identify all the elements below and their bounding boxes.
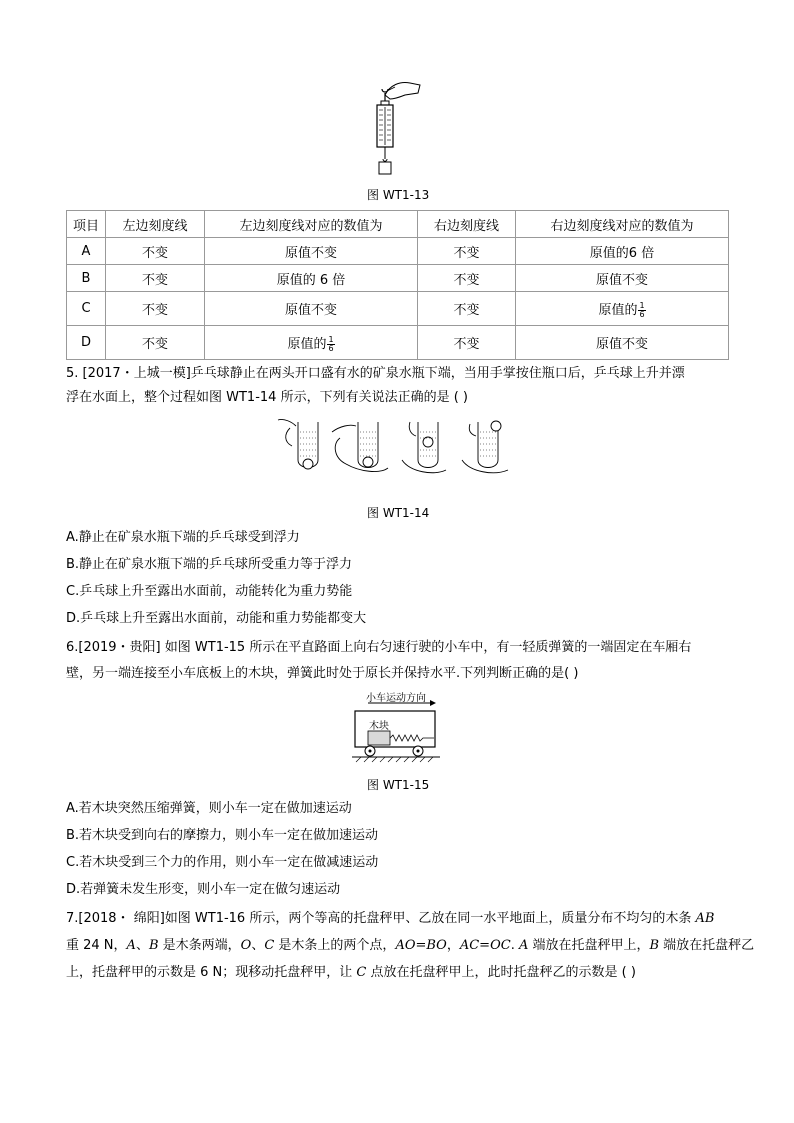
q5-option-d: D.乒乓球上升至露出水面前，动能和重力势能都变大: [66, 611, 367, 626]
q7-var: B: [148, 938, 159, 953]
cell-right-line: 不变: [418, 238, 516, 265]
fraction-denominator: 6: [328, 343, 334, 353]
q7-var: A: [518, 938, 529, 953]
figure-caption-wt1-15: 图 WT1-15: [367, 778, 430, 792]
figure-caption-wt1-14: 图 WT1-14: [367, 506, 430, 520]
block-label: 木块: [369, 721, 389, 732]
table-row: [67, 326, 729, 360]
q7-stem-line-2: [66, 937, 754, 955]
cell-left-value: 原值的 6 倍: [205, 265, 418, 292]
table-row: [67, 265, 729, 292]
q7-text: 重 24 N，: [66, 938, 127, 953]
q6-option-a: A.若木块突然压缩弹簧，则小车一定在做加速运动: [66, 801, 352, 816]
q7-text: 7.[2018・ 绵阳]如图 WT1-16 所示，两个等高的托盘秤甲、乙放在同一水平地面上，质量分布不均匀的木条: [66, 911, 696, 926]
q5-stem-line-2: 浮在水面上，整个过程如图 WT1-14 所示，下列有关说法正确的是 ( ): [66, 390, 468, 405]
q7-var: O: [240, 938, 252, 953]
q7-eq: AO=BO: [395, 938, 447, 953]
header-left-line: 左边刻度线: [106, 211, 205, 238]
fraction: [327, 336, 334, 353]
cell-item: B: [67, 265, 106, 292]
figure-caption-wt1-13: 图 WT1-13: [367, 188, 430, 202]
q7-text: 是木条上的两个点，: [274, 938, 396, 953]
q5-stem-line-1: 5. [2017・上城一模]乒乓球静止在两头开口盛有水的矿泉水瓶下端，当用手掌按住瓶口后，乒乓球上升并漂: [66, 366, 685, 381]
fraction: [638, 302, 645, 319]
table-row: [67, 292, 729, 326]
cell-item: C: [67, 292, 106, 326]
q7-stem-line-1: [66, 910, 714, 928]
q7-text: .: [510, 938, 519, 953]
header-right-line: 右边刻度线: [418, 211, 516, 238]
q7-stem-line-3: [66, 964, 636, 982]
cell-item: A: [67, 238, 106, 265]
q7-var: C: [356, 965, 367, 980]
bottles-figure: [270, 412, 520, 492]
fraction-prefix: 原值的: [598, 302, 638, 318]
cell-left-line: 不变: [106, 292, 205, 326]
cell-left-value: 原值不变: [205, 238, 418, 265]
cell-item: D: [67, 326, 106, 360]
spring-scale-figure: [355, 75, 425, 180]
cell-left-line: 不变: [106, 326, 205, 360]
cell-right-value: [516, 292, 729, 326]
q6-stem-line-2: 壁，另一端连接至小车底板上的木块，弹簧此时处于原长并保持水平.下列判断正确的是( ): [66, 666, 579, 681]
q5-option-a: A.静止在矿泉水瓶下端的乒乓球受到浮力: [66, 530, 300, 545]
q7-var: B: [649, 938, 660, 953]
table-row: [67, 238, 729, 265]
fraction-numerator: 1: [639, 300, 645, 310]
cell-left-value: 原值不变: [205, 292, 418, 326]
header-left-value: 左边刻度线对应的数值为: [205, 211, 418, 238]
q5-option-b: B.静止在矿泉水瓶下端的乒乓球所受重力等于浮力: [66, 557, 353, 572]
fraction-denominator: 6: [639, 309, 645, 319]
cell-right-line: 不变: [418, 292, 516, 326]
q7-var: A: [126, 938, 136, 953]
fraction-numerator: 1: [328, 334, 334, 344]
table-header-row: [67, 211, 729, 238]
q7-text: 是木条两端，: [158, 938, 241, 953]
q6-option-c: C.若木块受到三个力的作用，则小车一定在做减速运动: [66, 855, 379, 870]
cell-right-value: 原值不变: [516, 326, 729, 360]
fraction-prefix: 原值的: [287, 336, 327, 352]
q7-text: 上，托盘秤甲的示数是 6 N；现移动托盘秤甲，让: [66, 965, 357, 980]
q6-option-d: D.若弹簧未发生形变，则小车一定在做匀速运动: [66, 882, 341, 897]
q7-var: C: [264, 938, 275, 953]
cart-figure: [352, 689, 442, 765]
q7-text: 、: [251, 938, 265, 953]
cell-left-value: [205, 326, 418, 360]
q7-text: ，: [446, 938, 460, 953]
arrow-label: 小车运动方向: [366, 693, 426, 704]
header-item: 项目: [67, 211, 106, 238]
options-table: [66, 210, 729, 360]
q7-var: AB: [695, 911, 715, 926]
q7-text: 点放在托盘秤甲上，此时托盘秤乙的示数是 ( ): [366, 965, 636, 980]
q7-text: 、: [135, 938, 149, 953]
q6-option-b: B.若木块受到向右的摩擦力，则小车一定在做加速运动: [66, 828, 379, 843]
q6-stem-line-1: 6.[2019・贵阳] 如图 WT1-15 所示在平直路面上向右匀速行驶的小车中，有一轻质弹簧的一端固定在车厢右: [66, 640, 692, 655]
cell-left-line: 不变: [106, 238, 205, 265]
q7-text: 端放在托盘秤乙: [659, 938, 755, 953]
q7-eq: AC=OC: [459, 938, 511, 953]
header-right-value: 右边刻度线对应的数值为: [516, 211, 729, 238]
q5-option-c: C.乒乓球上升至露出水面前，动能转化为重力势能: [66, 584, 353, 599]
q7-text: 端放在托盘秤甲上，: [528, 938, 650, 953]
cell-right-value: 原值的6 倍: [516, 238, 729, 265]
cell-right-value: 原值不变: [516, 265, 729, 292]
cell-left-line: 不变: [106, 265, 205, 292]
cell-right-line: 不变: [418, 326, 516, 360]
cell-right-line: 不变: [418, 265, 516, 292]
